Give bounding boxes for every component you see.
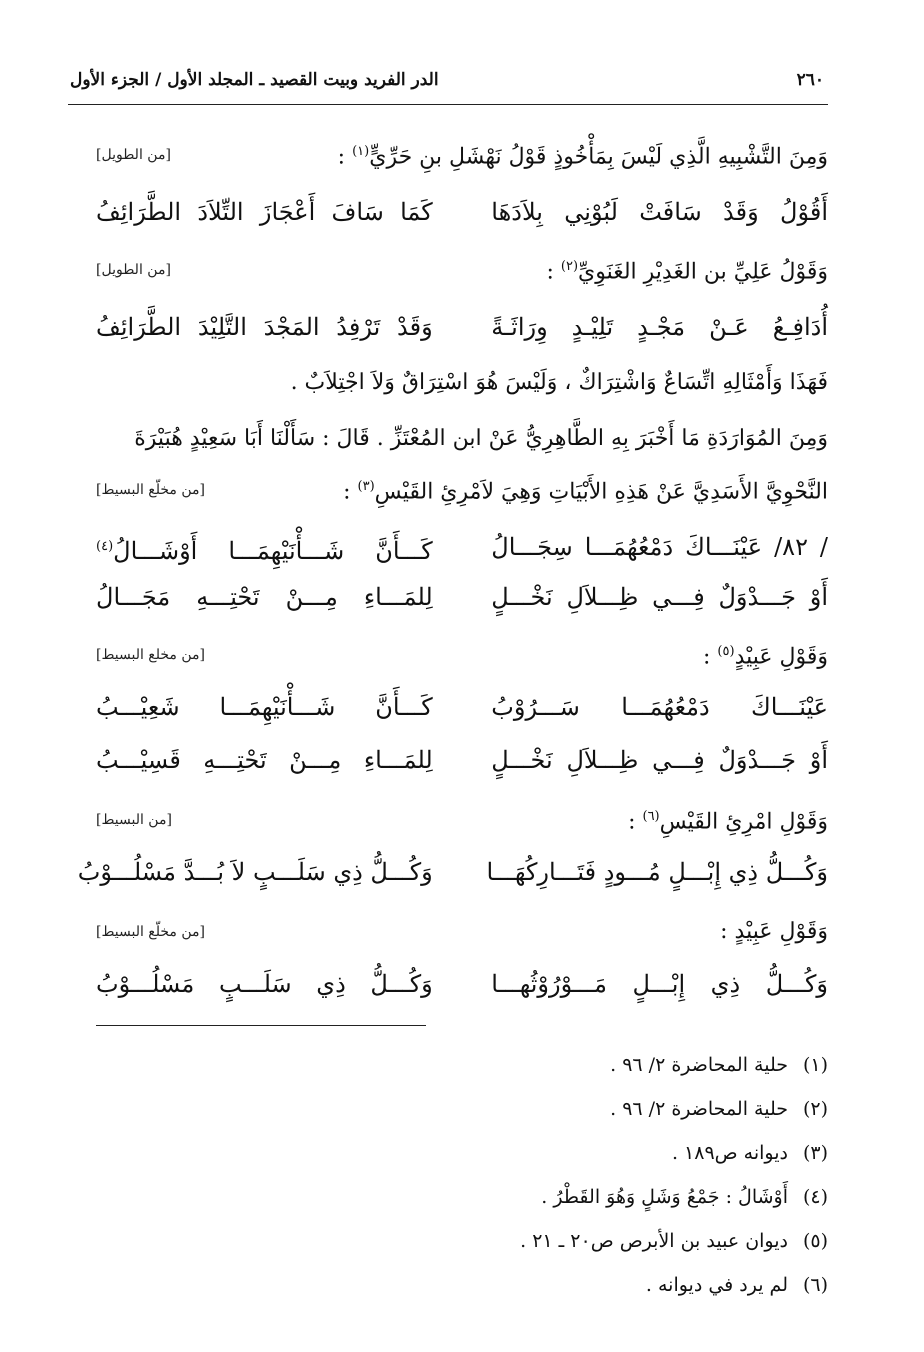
hemistich-first: أُدَافِـعُ عَـنْ مَجْـدٍ تَلِيْـدٍ وِرَاثَـةً bbox=[491, 313, 828, 341]
hemistich-first: أَوْ جَـــدْوَلٌ فِـــي ظِـــلاَلِ نَخْـــلٍ bbox=[491, 583, 828, 611]
intro-text: وَقَوْلُ عَلِيِّ بن الغَدِيْرِ الغَنَوِيِّ$^{(٢)}$ : bbox=[546, 259, 828, 285]
verse-line bbox=[77, 850, 828, 894]
verse-line bbox=[96, 738, 828, 782]
footnote bbox=[610, 1049, 828, 1081]
footnote bbox=[672, 1137, 828, 1169]
meter-label: [من مخلّع البسيط] bbox=[96, 482, 205, 498]
meter-label: [من مخلّع البسيط] bbox=[96, 924, 205, 940]
footnote-rule bbox=[96, 1025, 426, 1026]
footnote-number: (٢) bbox=[802, 1098, 828, 1120]
intro-line bbox=[96, 635, 828, 675]
intro-text: وَقَوْلِ امْرِئِ القَيْسِ$^{(٦)}$ : bbox=[628, 809, 828, 835]
hemistich-first: أَوْ جَـــدْوَلٌ فِـــي ظِـــلاَلِ نَخْـــلٍ bbox=[491, 746, 828, 774]
footnote-ref: (٣) bbox=[357, 479, 375, 495]
hemistich-second: كَمَا سَافَ أَعْجَازَ التِّلاَدَ الطَّرَائِفُ bbox=[96, 198, 433, 226]
page-header bbox=[70, 64, 824, 96]
footnote-text: حلية المحاضرة ٢/ ٩٦ . bbox=[610, 1098, 788, 1120]
intro-line bbox=[96, 250, 828, 290]
intro-text: وَمِنَ التَّشْبِيهِ الَّذِي لَيْسَ بِمَأْخُوذٍ قَوْلُ نَهْشَلِ بنِ حَرِّيٍّ$^{(١)}$ : bbox=[337, 144, 828, 170]
verse-line bbox=[96, 525, 828, 569]
header-rule bbox=[68, 104, 828, 105]
footnote-number: (٥) bbox=[802, 1230, 828, 1252]
footnote bbox=[646, 1269, 828, 1301]
prose-line: وَمِنَ المُوَارَدَةِ مَا أَخْبَرَ بِهِ الطَّاهِرِيُّ عَنْ ابن المُعْتَزِّ . قَالَ : سَأَلْنَا أَبَا سَعِيْدٍ هُبَيْرَةَ bbox=[134, 426, 828, 451]
intro-line bbox=[96, 800, 828, 840]
footnote-text: ديوانه ص١٨٩ . bbox=[671, 1142, 788, 1164]
footnote bbox=[541, 1181, 828, 1213]
footnote-number: (٦) bbox=[802, 1274, 828, 1296]
prose-line: فَهَذَا وَأَمْثَالِهِ اتِّسَاعٌ وَاشْتِرَاكٌ ، وَلَيْسَ هُوَ اسْتِرَاقٌ وَلاَ اجْتِلاَبٌ . bbox=[290, 370, 828, 395]
hemistich-second: كَـــأَنَّ شَـــأْنَيْهِمَـــا شَعِيْـــبُ bbox=[96, 693, 433, 721]
running-title: الدر الفريد وبيت القصيد ـ المجلد الأول / الجزء الأول bbox=[70, 70, 439, 90]
footnote bbox=[520, 1225, 828, 1257]
footnote-ref: (٦) bbox=[642, 809, 660, 825]
footnote-number: (١) bbox=[802, 1054, 828, 1076]
footnote-ref: (٥) bbox=[717, 644, 735, 660]
verse-line bbox=[96, 190, 828, 234]
hemistich-second: وَكُـــلُّ ذِي سَلَـــبٍ لاَ بُـــدَّ مَسْلُـــوْبُ bbox=[77, 858, 433, 886]
intro-text: النَّحْوِيَّ الأَسَدِيَّ عَنْ هَذِهِ الأَبْيَاتِ وَهِيَ لاَمْرِئِ القَيْسِ$^{(٣)}$ : bbox=[343, 479, 828, 505]
hemistich-first: أَقُوْلُ وَقَدْ سَافَتْ لَبُوْنِي بِلاَدَهَا bbox=[491, 198, 828, 226]
meter-label: [من مخلع البسيط] bbox=[96, 647, 205, 663]
footnote-ref: (١) bbox=[352, 144, 370, 160]
footnote-text: حلية المحاضرة ٢/ ٩٦ . bbox=[610, 1054, 788, 1076]
intro-line bbox=[96, 470, 828, 510]
verse-line bbox=[96, 575, 828, 619]
footnote bbox=[610, 1093, 828, 1125]
footnote-text: لم يرد في ديوانه . bbox=[645, 1274, 788, 1296]
footnote-number: (٤) bbox=[802, 1186, 828, 1208]
verse-line bbox=[96, 305, 828, 349]
footnote-text: ديوان عبيد بن الأبرص ص٢٠ ـ ٢١ . bbox=[520, 1230, 788, 1252]
intro-line bbox=[96, 135, 828, 175]
hemistich-first: وَكُـــلُّ ذِي إِبْـــلٍ مَـــوْرُوْثُهـــا bbox=[491, 970, 828, 998]
hemistich-second: لِلمَـــاءِ مِـــنْ تَحْتِـــهِ مَجَـــالُ bbox=[96, 583, 433, 611]
footnote-text: أَوْشَالُ : جَمْعُ وَشَلٍ وَهُوَ القَطْرُ . bbox=[541, 1186, 788, 1208]
footnote-number: (٣) bbox=[802, 1142, 828, 1164]
hemistich-first: / ٨٢/ عَيْنَـــاكَ دَمْعُهُمَـــا سِجَـــالُ bbox=[491, 533, 829, 561]
footnote-ref: (٤) bbox=[96, 539, 114, 554]
hemistich-second: وَقَدْ تَرْفِدُ المَجْدَ التَّلِيْدَ الطَّرَائِفُ bbox=[96, 313, 433, 341]
hemistich-first: وَكُـــلُّ ذِي إِبْـــلٍ مُـــودٍ فَتَـــارِكُهَـــا bbox=[486, 858, 828, 886]
intro-text: وَقَوْلِ عَبِيْدٍ : bbox=[720, 919, 828, 944]
verse-line bbox=[96, 685, 828, 729]
hemistich-second: كَـــأَنَّ شَـــأْنَيْهِمَـــا أَوْشَـــالُ$^{(٤)}$ bbox=[96, 537, 433, 565]
meter-label: [من الطويل] bbox=[96, 147, 171, 163]
hemistich-first: عَيْنَـــاكَ دَمْعُهُمَـــا سَـــرُوْبُ bbox=[491, 693, 828, 721]
page-number: ٢٦٠ bbox=[796, 70, 824, 90]
intro-line bbox=[96, 912, 828, 952]
meter-label: [من البسيط] bbox=[96, 812, 172, 828]
hemistich-second: لِلمَـــاءِ مِـــنْ تَحْتِـــهِ قَسِيْـــبُ bbox=[96, 746, 433, 774]
intro-text: وَقَوْلِ عَبِيْدٍ$^{(٥)}$ : bbox=[703, 644, 828, 670]
footnote-ref: (٢) bbox=[560, 259, 579, 275]
meter-label: [من الطويل] bbox=[96, 262, 171, 278]
verse-line bbox=[96, 962, 828, 1006]
hemistich-second: وَكُـــلُّ ذِي سَلَـــبٍ مَسْلُـــوْبُ bbox=[96, 970, 433, 998]
